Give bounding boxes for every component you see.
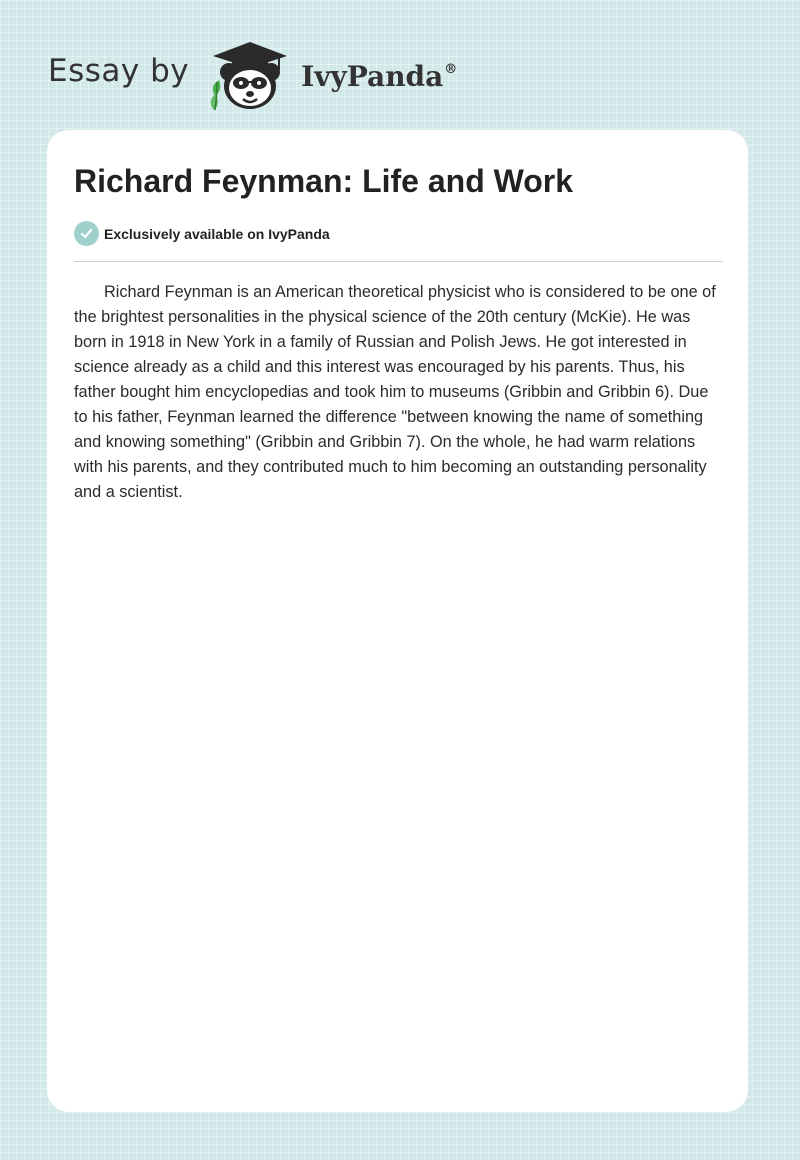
exclusive-badge-text: Exclusively available on IvyPanda bbox=[104, 225, 330, 242]
exclusive-badge bbox=[74, 221, 330, 246]
brand-name[interactable] bbox=[301, 60, 457, 93]
panda-graduate-icon[interactable] bbox=[205, 36, 295, 112]
registered-mark: ® bbox=[444, 61, 458, 77]
title-divider bbox=[74, 261, 723, 262]
panda-logo-svg bbox=[205, 36, 295, 112]
essay-by-label: Essay by bbox=[48, 53, 190, 89]
essay-paragraph: Richard Feynman is an American theoretical physicist who is considered to be one of the brightest personalities in the physical science of the 20th century (McKie). He was born in 1918 in New York in a family of Russian and Polish Jews. He got interested in science already as a child and this interest was encouraged by his parents. Thus, his father bought him encyclopedias and took him to museums (Gribbin and Gribbin 6). Due to his father, Feynman learned the difference "between knowing the name of something and knowing something" (Gribbin and Gribbin 7). On the whole, he had warm relations with his parents, and they contributed much to him becoming an outstanding personality and a scientist. bbox=[74, 283, 716, 501]
essay-card bbox=[47, 130, 748, 1112]
site-header bbox=[48, 34, 457, 114]
check-mark-svg bbox=[80, 227, 93, 240]
brand-name-text: IvyPanda bbox=[301, 59, 444, 93]
essay-title: Richard Feynman: Life and Work bbox=[74, 163, 574, 199]
check-icon bbox=[74, 221, 99, 246]
